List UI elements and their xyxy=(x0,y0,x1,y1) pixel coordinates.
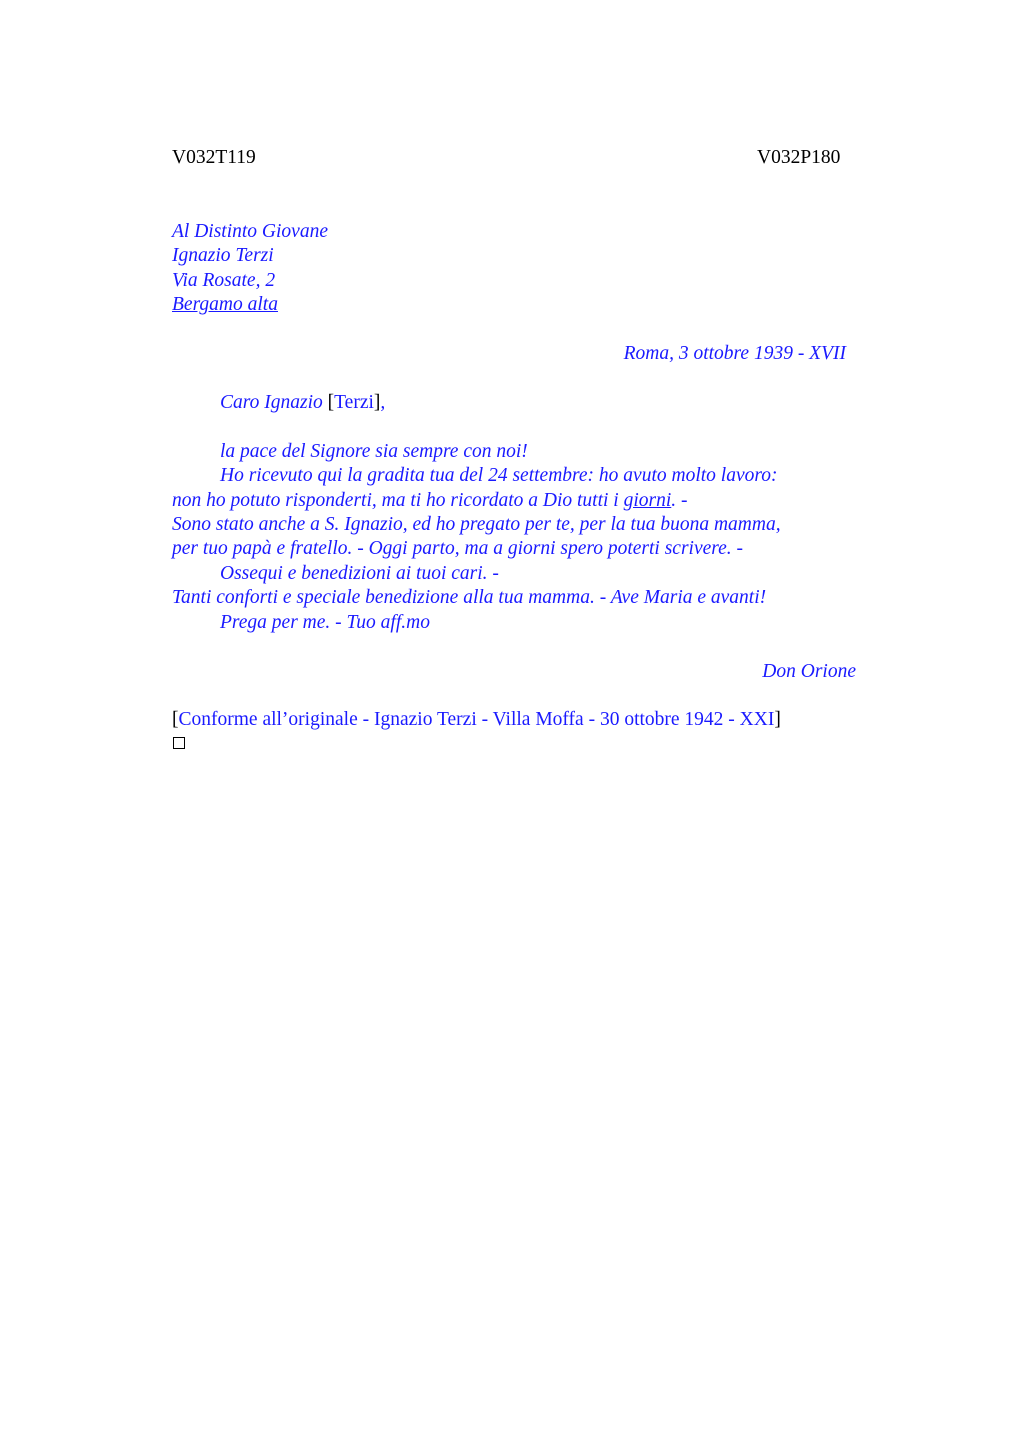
salutation-bracket-name: Terzi xyxy=(334,392,374,413)
body-line-8: Prega per me. - Tuo aff.mo xyxy=(220,612,430,633)
document-code-right: V032P180 xyxy=(757,147,841,168)
body-line-2: Ho ricevuto qui la gradita tua del 24 settembre: ho avuto molto lavoro: xyxy=(220,465,778,486)
address-line-3: Via Rosate, 2 xyxy=(172,270,276,291)
body-line-1: la pace del Signore sia sempre con noi! xyxy=(220,441,528,462)
salutation-close-bracket: ] xyxy=(373,392,381,413)
salutation xyxy=(220,391,385,415)
body-line-5: per tuo papà e fratello. - Oggi parto, ma a giorni spero poterti scrivere. - xyxy=(172,538,744,559)
letter-date: Roma, 3 ottobre 1939 - XVII xyxy=(623,343,846,364)
document-code-left: V032T119 xyxy=(172,147,256,168)
square-icon xyxy=(173,737,185,749)
body-line-4: Sono stato anche a S. Ignazio, ed ho pregato per te, per la tua buona mamma, xyxy=(172,514,781,535)
body-line-3 xyxy=(172,489,688,513)
body-line-6: Ossequi e benedizioni ai tuoi cari. - xyxy=(220,563,499,584)
salutation-text: Caro Ignazio xyxy=(220,392,323,413)
salutation-comma: , xyxy=(380,392,386,413)
salutation-open-bracket: [ xyxy=(327,392,335,413)
address-line-4: Bergamo alta xyxy=(172,294,278,315)
note-open-bracket: [ xyxy=(172,709,179,730)
address-line-2: Ignazio Terzi xyxy=(172,245,274,266)
body-line-3-end: . - xyxy=(671,490,688,511)
body-line-3-text: non ho potuto risponderti, ma ti ho ricordato a Dio tutti i xyxy=(172,490,624,511)
signature: Don Orione xyxy=(762,661,856,682)
note-text: Conforme all’originale - Ignazio Terzi - Villa Moffa - 30 ottobre 1942 - XXI xyxy=(178,709,775,730)
body-line-3-underlined: giorni xyxy=(623,490,672,511)
conformity-note xyxy=(172,708,781,732)
address-line-1: Al Distinto Giovane xyxy=(172,221,328,242)
note-close-bracket: ] xyxy=(774,709,781,730)
body-line-7: Tanti conforti e speciale benedizione alla tua mamma. - Ave Maria e avanti! xyxy=(172,587,767,608)
